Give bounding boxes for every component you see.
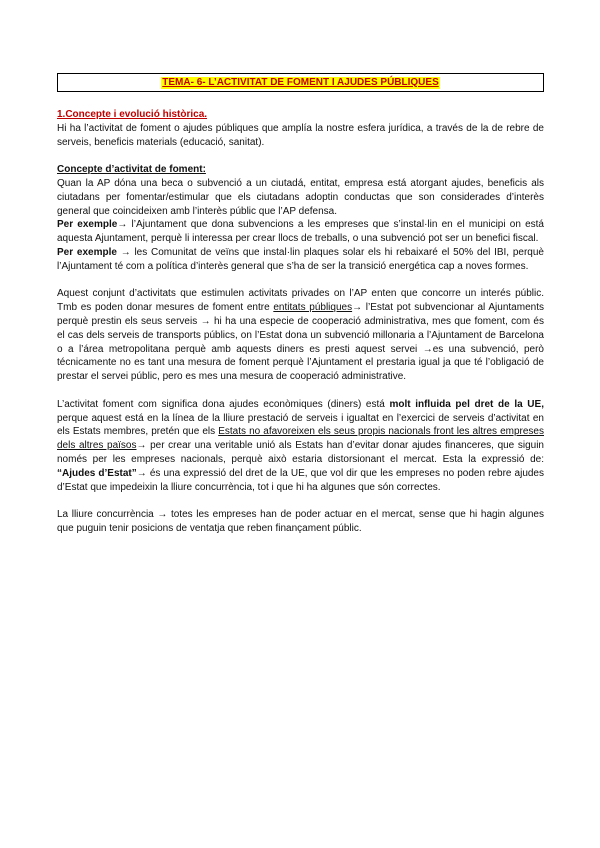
- text-run: → l’Estat pot subvencionar al Ajuntaments perquè prestin els seus serveis → hi ha una especie de cooperació administrativa, mes que foment, com és el cas dels serveis de transports públics, on l’Estat dona un subvenció millonaria a l’Ajuntament de Barcelona o a l’área metropolitana perquè amb aquests diners es presti aquest servei →es una subvenció, però técnicamente no es tant una mesura de foment perquè l’Ajuntament el prestaria igual ja que té l’obligació de prestar el servei públic, pero es mes una mesura de cooperació administrative.: [57, 302, 544, 383]
- spacer: [57, 384, 544, 398]
- example-2-label: Per exemple: [57, 246, 117, 258]
- text-run: Aquest conjunt d’activitats que estimulen activitats privades on l’AP enten que concorre un interés públic. Tmb es poden donar mesures de foment entre: [57, 288, 544, 314]
- document-body: [57, 108, 544, 536]
- example-1: [57, 218, 544, 246]
- spacer: [57, 494, 544, 508]
- spacer: [57, 149, 544, 163]
- section-heading-concepte-evolucio: [57, 108, 544, 122]
- section-1-intro: Hi ha l’activitat de foment o ajudes públiques que amplía la nostre esfera jurídica, a través de la de rebre de serveis, beneficis materials (educació, sanitat).: [57, 122, 544, 148]
- subheading-row: [57, 163, 544, 177]
- example-2-text: → les Comunitat de veïns que instal·lin plaques solar els hi rebaixaré el 50% del IBI, perquè l’Ajuntament té com a política d’interès general que s’ha de ser la transició energética cap a noves formes.: [57, 246, 544, 272]
- text-run: → és una expressió del dret de la UE, que vol dir que les empreses no poden rebre ajudes d’Estat que impedeixin la lliure concurrència, tot i que hi ha algunes que són correctes.: [57, 467, 544, 493]
- bold-ajudes-estat: “Ajudes d’Estat”: [57, 467, 137, 479]
- text-run: → per crear una veritable unió als Estats han d’evitar donar ajudes financeres, que siguin només per les empreses nacionals, perquè això estaria distorsionant el mercat. Esta la expressió de:: [57, 440, 544, 465]
- paragraph-dret-ue: [57, 398, 544, 495]
- concepte-paragraph: Quan la AP dóna una beca o subvenció a un ciutadá, entitat, empresa está atorgant ajudes, beneficis als ciutadans per fomentar/estimular que els ciutadans adoptin conductas que son considerades d’interès general que coincideixen amb l’interès públic que l’AP defensa.: [57, 177, 544, 217]
- text-run: perque aquest está en la línea de la lliure prestació de serveis i igualtat en l’exercici de serveis d’activitat en els Estats membres, pretén que els: [57, 412, 544, 438]
- example-1-text: → l’Ajuntament que dona subvencions a les empreses que s’instal·lin en el municipi on está aquesta Ajuntament, perquè li interessa per crear llocs de treballs, o una subvenció pot ser un benefici fiscal.: [57, 219, 544, 245]
- example-2: [57, 246, 544, 274]
- bold-dret-ue: molt influida pel dret de la UE,: [389, 398, 544, 410]
- title-box: [57, 73, 544, 92]
- example-1-label: Per exemple: [57, 219, 118, 231]
- spacer: [57, 274, 544, 288]
- paragraph-lliure-concurrencia: La lliure concurrència → totes les empreses han de poder actuar en el mercat, sense que hi hagin algunes que puguin tenir posicions de ventatja que reben finançament públic.: [57, 509, 544, 534]
- paragraph-activitats-privades: [57, 287, 544, 384]
- section-1-heading: 1.Concepte i evolució històrica.: [57, 109, 208, 120]
- concepte-heading: Concepte d’activitat de foment:: [57, 164, 206, 176]
- document-title: TEMA- 6- L’ACTIVITAT DE FOMENT I AJUDES PÚBLIQUES: [162, 76, 439, 88]
- text-run: L’activitat foment com significa dona ajudes econòmiques (diners) está: [57, 398, 390, 410]
- underlined-entitats-publiques: entitats públiques: [273, 302, 353, 314]
- underlined-estats-nacionals: Estats no afavoreixen els seus propis nacionals front les altres empreses dels altres països: [57, 426, 544, 452]
